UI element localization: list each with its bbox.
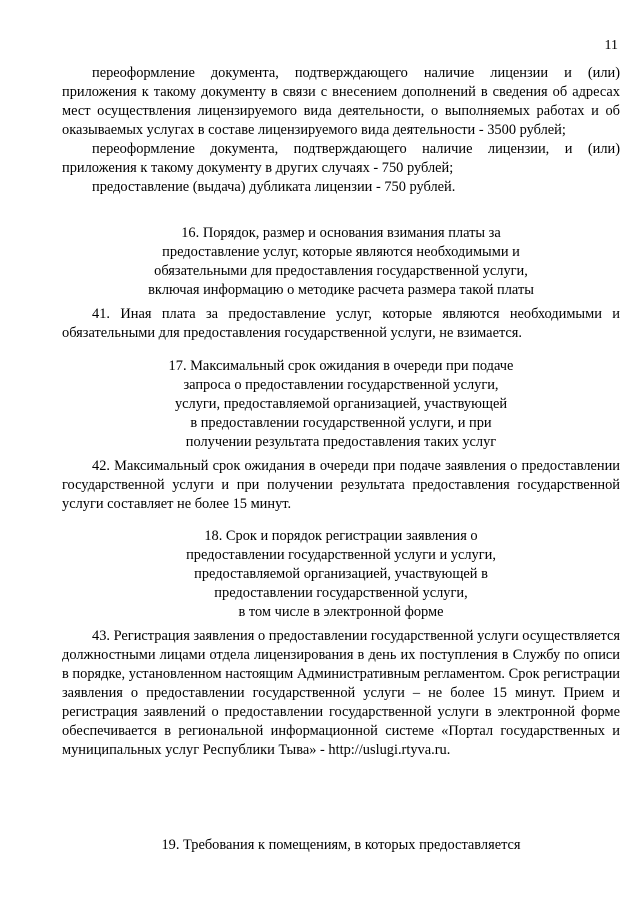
section-16-heading-line: обязательными для предоставления государственной услуги, bbox=[154, 263, 528, 279]
section-17-heading-line: запроса о предоставлении государственной услуги, bbox=[183, 377, 499, 393]
section-17-heading-line: 17. Максимальный срок ожидания в очереди при подаче bbox=[168, 358, 514, 374]
paragraph-reissue-other: переоформление документа, подтверждающего наличие лицензии, и (или) приложения к такому документу в других случаях - 750 рублей; bbox=[62, 141, 620, 176]
paragraph-reissue-additions: переоформление документа, подтверждающего наличие лицензии и (или) приложения к такому документу в связи с внесением дополнений в сведения об адресах мест осуществления лицензируемого вида деятельности, о выполняемых работах и об оказываемых услугах в составе лицензируемого вида деятельности - 3500 рублей; bbox=[62, 65, 620, 138]
section-18-heading-line: предоставлении государственной услуги, bbox=[214, 585, 468, 601]
section-16-heading-line: 16. Порядок, размер и основания взимания платы за bbox=[181, 225, 501, 241]
section-18-heading bbox=[62, 527, 620, 622]
section-19-heading bbox=[62, 836, 620, 855]
section-17-heading-line: услуги, предоставляемой организацией, участвующей bbox=[174, 396, 508, 412]
fee-list bbox=[62, 64, 620, 197]
paragraph-43-block bbox=[62, 627, 620, 760]
section-18-heading-line: предоставлении государственной услуги и услуги, bbox=[186, 547, 496, 563]
section-16-heading-line: включая информацию о методике расчета размера такой платы bbox=[148, 282, 534, 298]
paragraph-43: 43. Регистрация заявления о предоставлении государственной услуги осуществляется должностными лицами отдела лицензирования в день их поступления в Службу по описи в порядке, установленном настоящим Административным регламентом. Срок регистрации заявления о предоставлении государственной услуги – не более 15 минут. Прием и регистрация заявлений о предоставлении государственной услуги в электронной форме обеспечивается в региональной информационной системе «Портал государственных и муниципальных услуг Республики Тыва» - http://uslugi.rtyva.ru. bbox=[62, 628, 620, 758]
section-19-heading-line: 19. Требования к помещениям, в которых предоставляется bbox=[161, 837, 521, 853]
paragraph-duplicate: предоставление (выдача) дубликата лицензии - 750 рублей. bbox=[92, 179, 456, 195]
paragraph-42-block bbox=[62, 457, 620, 514]
section-17-heading-line: получении результата предоставления таких услуг bbox=[185, 434, 497, 450]
section-16-heading-line: предоставление услуг, которые являются необходимыми и bbox=[162, 244, 520, 260]
section-17-heading-line: в предоставлении государственной услуги, и при bbox=[190, 415, 492, 431]
paragraph-41: 41. Иная плата за предоставление услуг, которые являются необходимыми и обязательными для предоставления государственной услуги, не взимается. bbox=[62, 306, 620, 341]
paragraph-42: 42. Максимальный срок ожидания в очереди при подаче заявления о предоставлении государственной услуги и при получении результата предоставления государственной услуги составляет не более 15 минут. bbox=[62, 458, 620, 512]
section-18-heading-line: предоставляемой организацией, участвующей в bbox=[194, 566, 488, 582]
section-16-heading bbox=[62, 224, 620, 300]
section-18-heading-line: 18. Срок и порядок регистрации заявления о bbox=[204, 528, 478, 544]
section-18-heading-line: в том числе в электронной форме bbox=[238, 604, 444, 620]
paragraph-41-block bbox=[62, 305, 620, 343]
page-number: 11 bbox=[604, 38, 618, 53]
section-17-heading bbox=[62, 357, 620, 452]
